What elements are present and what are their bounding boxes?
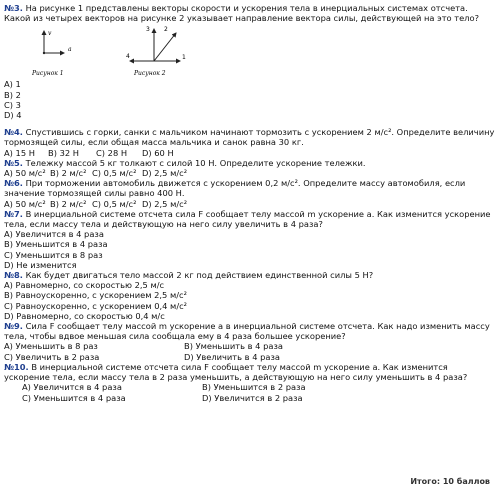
option: А) Уменьшить в 8 раз <box>4 341 98 352</box>
figure-2 <box>126 26 186 77</box>
option: В) Равноускоренно, с ускорением 2,5 м/с² <box>4 290 187 301</box>
option: А) 15 Н <box>4 147 35 158</box>
vector-figures <box>30 23 230 79</box>
question-text: Тележку массой 5 кг толкают с силой 10 Н. Определите ускорение тележки. <box>25 157 366 168</box>
option: С) Уменьшится в 8 раз <box>4 249 103 260</box>
question-9 <box>4 321 496 341</box>
arrow-3-label: 3 <box>146 26 150 34</box>
question-text: Спустившись с горки, санки с мальчиком начинают тормозить с ускорением 2 м/с². Определите величину тормозящей силы, если общая масса мальчика и санок равна 30 кг. <box>4 127 495 148</box>
question-text: Как будет двигаться тело массой 2 кг под действием единственной силы 5 Н? <box>25 270 374 281</box>
option: В) Уменьшится в 2 раза <box>202 382 306 393</box>
option: D) Равномерно, со скоростью 0,4 м/с <box>4 310 165 321</box>
question-6 <box>4 178 496 198</box>
option: А) 50 м/с² <box>4 198 46 209</box>
option: А) Равномерно, со скоростью 2,5 м/с <box>4 280 165 291</box>
question-5 <box>4 158 496 168</box>
total-score: Итого: 10 баллов <box>410 477 490 486</box>
options-9 <box>4 341 496 361</box>
v-label: v <box>48 30 52 38</box>
option: А) 1 <box>4 79 21 90</box>
arrow-4-label: 4 <box>126 53 130 61</box>
arrow-1-label: 1 <box>182 54 186 62</box>
option: А) Увеличится в 4 раза <box>22 382 122 393</box>
option: В) Уменьшить в 4 раза <box>184 341 283 352</box>
options-10 <box>4 382 496 402</box>
figures <box>4 23 496 79</box>
question-text: При торможении автомобиль движется с ускорением 0,2 м/с². Определите массу автомобиля, если значение тормозящей силы равно 400 Н. <box>4 178 466 199</box>
option: D) 4 <box>4 110 22 121</box>
option: С) Увеличить в 2 раза <box>4 351 100 362</box>
question-8 <box>4 270 496 280</box>
figure-2-caption: Рисунок 2 <box>134 70 166 78</box>
option: В) 2 <box>4 89 21 100</box>
option: С) 0,5 м/с² <box>92 168 137 179</box>
question-text: В инерциальной системе отсчета сила F сообщает телу массой m ускорение a. Как изменится ускорение тела, если массу тела и действующую на него силу увеличить в 4 раза? <box>4 208 491 230</box>
a-label: a <box>68 46 72 54</box>
option: В) 32 Н <box>48 147 79 158</box>
options-5 <box>4 168 496 178</box>
worksheet <box>4 3 496 403</box>
question-number: №4. <box>4 127 23 138</box>
question-number: №6. <box>4 178 23 189</box>
question-number: №9. <box>4 321 23 332</box>
question-number: №5. <box>4 157 23 168</box>
option: С) 28 Н <box>96 147 128 158</box>
question-number: №10. <box>4 361 29 372</box>
option: D) 2,5 м/с² <box>142 198 188 209</box>
question-text: Сила F сообщает телу массой m ускорение a в инерциальной системе отсчета. Как надо изменить массу тела, чтобы вдвое меньшая сила сообщала ему в 4 раза большее ускорение? <box>4 321 490 342</box>
arrow-2-label: 2 <box>164 26 168 34</box>
question-3 <box>4 3 496 23</box>
option: D) Увеличить в 4 раза <box>184 351 280 362</box>
options-8 <box>4 280 496 321</box>
question-4 <box>4 127 496 147</box>
options-4 <box>4 148 496 158</box>
options-7 <box>4 229 496 270</box>
figure-1 <box>31 30 72 77</box>
option: D) Не изменится <box>4 259 77 270</box>
options-6 <box>4 199 496 209</box>
option: А) 50 м/с² <box>4 168 46 179</box>
question-number: №7. <box>4 208 23 219</box>
question-number: №3. <box>4 3 23 13</box>
option: С) 3 <box>4 99 21 110</box>
option: С) 0,5 м/с² <box>92 198 137 209</box>
option: С) Равноускоренно, с ускорением 0,4 м/с² <box>4 300 187 311</box>
question-text: На рисунке 1 представлены векторы скорости и ускорения тела в инерциальных системах отсчета. Какой из четырех векторов на рисунке 2 указывает направление вектора силы, действующей на это тело? <box>4 3 479 24</box>
options-3 <box>4 79 496 120</box>
option: С) Уменьшится в 4 раза <box>22 392 126 403</box>
option: В) 2 м/с² <box>50 168 87 179</box>
question-number: №8. <box>4 270 23 281</box>
question-text: В инерциальной системе отсчета сила F сообщает телу массой m ускорение a. Как изменится ускорение тела, если массу тела в 2 раза уменьшить, а действующую на него силу уменьшить в 4 раза? <box>4 361 468 383</box>
figure-1-caption: Рисунок 1 <box>32 70 64 78</box>
option: D) Увеличится в 2 раза <box>202 392 303 403</box>
option: А) Увеличится в 4 раза <box>4 229 104 240</box>
option: D) 2,5 м/с² <box>142 168 188 179</box>
question-7 <box>4 209 496 229</box>
option: В) 2 м/с² <box>50 198 87 209</box>
question-10 <box>4 362 496 382</box>
option: В) Уменьшится в 4 раза <box>4 239 108 250</box>
option: D) 60 Н <box>142 147 174 158</box>
